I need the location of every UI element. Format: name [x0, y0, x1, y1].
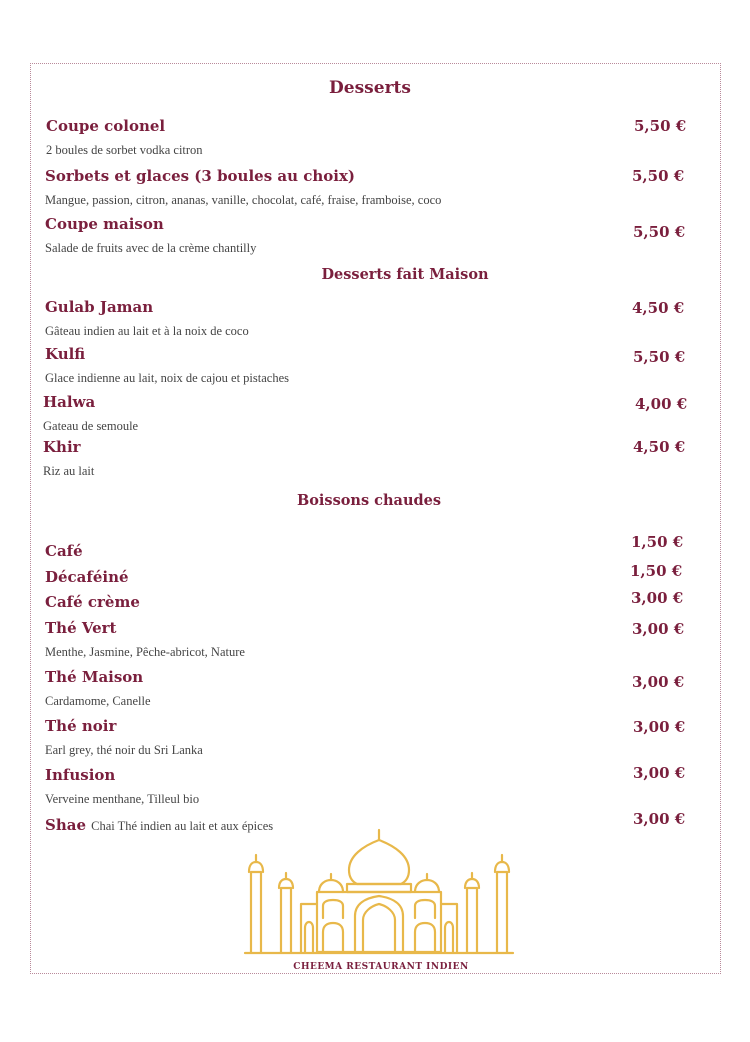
item-desc: Earl grey, thé noir du Sri Lanka: [45, 743, 203, 757]
item-desc: Gateau de semoule: [43, 419, 139, 433]
item-desc: Salade de fruits avec de la crème chantilly: [45, 241, 257, 255]
item-desc: Gâteau indien au lait et à la noix de coco: [45, 324, 249, 338]
item-price: 3,00 €: [632, 673, 685, 691]
item-price: 3,00 €: [633, 764, 686, 782]
item-desc: Chai Thé indien au lait et aux épices: [91, 819, 274, 833]
item-name: Khir: [43, 438, 81, 456]
item-name: Thé Maison: [45, 668, 144, 686]
item-price: 3,00 €: [632, 620, 685, 638]
item-price: 4,50 €: [632, 299, 685, 317]
item-name: Coupe colonel: [46, 117, 166, 135]
item-row-shae: [45, 815, 273, 834]
item-name: Coupe maison: [45, 215, 164, 233]
item-price: 4,00 €: [635, 395, 688, 413]
item-name: Shae: [45, 816, 87, 834]
item-name: Sorbets et glaces (3 boules au choix): [45, 167, 356, 185]
item-price: 1,50 €: [631, 533, 684, 551]
item-desc: Verveine menthane, Tilleul bio: [45, 792, 200, 806]
section-title-faits-maison: Desserts fait Maison: [321, 266, 489, 283]
item-name: Gulab Jaman: [45, 298, 154, 316]
item-desc: 2 boules de sorbet vodka citron: [46, 143, 203, 157]
item-desc: Mangue, passion, citron, ananas, vanille, chocolat, café, fraise, framboise, coco: [45, 193, 442, 207]
item-name: Café: [45, 542, 83, 560]
item-name: Infusion: [45, 766, 116, 784]
item-desc: Glace indienne au lait, noix de cajou et pistaches: [45, 371, 290, 385]
item-price: 5,50 €: [633, 223, 686, 241]
item-desc: Menthe, Jasmine, Pêche-abricot, Nature: [45, 645, 245, 659]
item-name: Café crème: [45, 593, 140, 611]
taj-mahal-icon: [243, 828, 515, 956]
item-price: 3,00 €: [631, 589, 684, 607]
item-name: Kulfi: [45, 345, 86, 363]
item-price: 4,50 €: [633, 438, 686, 456]
section-title-desserts: Desserts: [329, 78, 411, 98]
item-desc: Riz au lait: [43, 464, 95, 478]
item-name: Thé noir: [45, 717, 117, 735]
item-price: 1,50 €: [630, 562, 683, 580]
item-name: Thé Vert: [45, 619, 117, 637]
footer-restaurant-name: CHEEMA RESTAURANT INDIEN: [293, 962, 469, 972]
item-price: 3,00 €: [633, 718, 686, 736]
item-desc: Cardamome, Canelle: [45, 694, 151, 708]
item-price: 5,50 €: [633, 348, 686, 366]
item-price: 5,50 €: [634, 117, 687, 135]
item-price: 3,00 €: [633, 810, 686, 828]
section-title-boissons: Boissons chaudes: [296, 492, 442, 509]
item-price: 5,50 €: [632, 167, 685, 185]
item-name: Décaféiné: [45, 568, 129, 586]
item-name: Halwa: [43, 393, 96, 411]
